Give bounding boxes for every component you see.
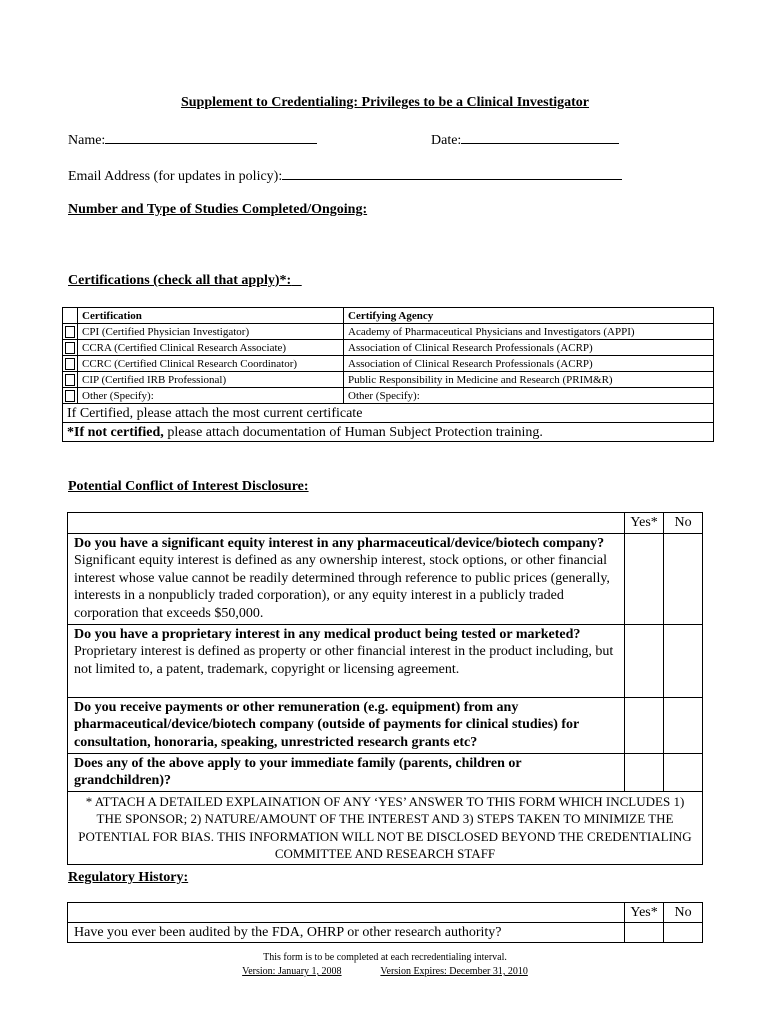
certifications-table (62, 307, 714, 442)
cert-agency: Association of Clinical Research Professionals (ACRP) (344, 340, 714, 356)
coi-header-row (68, 513, 703, 534)
coi-question: Does any of the above apply to your immediate family (parents, children or grandchildren)? (68, 753, 625, 791)
email-label: Email Address (for updates in policy): (68, 169, 283, 184)
cert-agency[interactable]: Other (Specify): (344, 388, 714, 404)
cert-checkbox[interactable] (63, 388, 78, 404)
cert-col-header: Certification (78, 308, 344, 324)
yes-cell[interactable] (625, 533, 664, 624)
date-label: Date: (431, 133, 462, 148)
cert-checkbox[interactable] (63, 356, 78, 372)
cert-row (63, 372, 714, 388)
coi-notice-row (68, 791, 703, 864)
cert-note-row (63, 404, 714, 423)
no-cell[interactable] (664, 624, 703, 697)
footer-expires: Version Expires: December 31, 2010 (380, 966, 528, 977)
coi-question-row (68, 533, 703, 624)
coi-question: Do you have a proprietary interest in any medical product being tested or marketed? Proprietary interest is defined as property or other financial interest in the product including, but not limited to, a patent, trademark, copyright or licensing agreement. (68, 624, 625, 697)
coi-question: Do you receive payments or other remuneration (e.g. equipment) from any pharmaceutical/device/biotech company (outside of payments for clinical studies) for consultation, honoraria, speaking, unrestricted research grants etc? (68, 697, 625, 753)
cert-agency: Association of Clinical Research Professionals (ACRP) (344, 356, 714, 372)
yes-cell[interactable] (625, 753, 664, 791)
regulatory-table (67, 902, 703, 943)
cert-agency: Public Responsibility in Medicine and Research (PRIM&R) (344, 372, 714, 388)
email-blank[interactable] (282, 167, 622, 180)
coi-question: Do you have a significant equity interest in any pharmaceutical/device/biotech company? Significant equity interest is defined as any ownership interest, stock options, or other financial interest whose value cannot be readily determined through reference to public prices (generally, interests in a nonpublicly traded corporation), or any equity interest in a publicly traded corporation that exceeds $50,000. (68, 533, 625, 624)
footer-version: Version: January 1, 2008 (242, 966, 342, 977)
agency-col-header: Certifying Agency (344, 308, 714, 324)
no-cell[interactable] (664, 753, 703, 791)
cert-header-row (63, 308, 714, 324)
cert-note-row (63, 423, 714, 442)
cert-agency: Academy of Pharmaceutical Physicians and Investigators (APPI) (344, 324, 714, 340)
coi-notice: * ATTACH A DETAILED EXPLAINATION OF ANY ‘YES’ ANSWER TO THIS FORM WHICH INCLUDES 1) THE SPONSOR; 2) NATURE/AMOUNT OF THE INTEREST AND 3) STEPS TAKEN TO MINIMIZE THE POTENTIAL FOR BIAS. THIS INFORMATION WILL NOT BE DISCLOSED BEYOND THE CREDENTIALING COMMITTEE AND RESEARCH STAFF (68, 791, 703, 864)
coi-question-row (68, 697, 703, 753)
cert-row (63, 340, 714, 356)
cert-name[interactable]: Other (Specify): (78, 388, 344, 404)
yes-cell[interactable] (625, 923, 664, 943)
checkbox-icon[interactable] (65, 326, 75, 338)
no-header: No (664, 513, 703, 534)
cert-name: CCRA (Certified Clinical Research Associate) (78, 340, 344, 356)
date-field[interactable] (431, 131, 619, 149)
yes-header: Yes* (625, 513, 664, 534)
reg-question-row (68, 923, 703, 943)
date-blank[interactable] (461, 131, 619, 144)
reg-question: Have you ever been audited by the FDA, OHRP or other research authority? (68, 923, 625, 943)
studies-heading: Number and Type of Studies Completed/Ongoing: (68, 202, 368, 217)
reg-header-row (68, 903, 703, 923)
cert-row (63, 356, 714, 372)
coi-heading: Potential Conflict of Interest Disclosure: (68, 479, 309, 494)
yes-cell[interactable] (625, 624, 664, 697)
footer-note: This form is to be completed at each recredentialing interval. (263, 952, 507, 963)
certified-note: If Certified, please attach the most current certificate (63, 404, 714, 423)
name-blank[interactable] (105, 131, 317, 144)
not-certified-note: *If not certified, please attach documentation of Human Subject Protection training. (63, 423, 714, 442)
yes-cell[interactable] (625, 697, 664, 753)
email-field[interactable] (68, 167, 622, 185)
cert-row (63, 324, 714, 340)
coi-question-row (68, 753, 703, 791)
no-header: No (664, 903, 703, 923)
footer-version-line (0, 966, 770, 977)
name-label: Name: (68, 133, 106, 148)
yes-header: Yes* (625, 903, 664, 923)
certifications-heading: Certifications (check all that apply)*: (68, 273, 292, 288)
form-title: Supplement to Credentialing: Privileges to be a Clinical Investigator (180, 95, 590, 110)
cert-checkbox[interactable] (63, 324, 78, 340)
checkbox-icon[interactable] (65, 374, 75, 386)
coi-question-row (68, 624, 703, 697)
coi-table (67, 512, 703, 865)
checkbox-icon[interactable] (65, 390, 75, 402)
no-cell[interactable] (664, 697, 703, 753)
cert-checkbox[interactable] (63, 372, 78, 388)
checkbox-icon[interactable] (65, 358, 75, 370)
cert-checkbox[interactable] (63, 340, 78, 356)
checkbox-icon[interactable] (65, 342, 75, 354)
cert-name: CCRC (Certified Clinical Research Coordinator) (78, 356, 344, 372)
cert-name: CPI (Certified Physician Investigator) (78, 324, 344, 340)
cert-row (63, 388, 714, 404)
name-field[interactable] (68, 131, 317, 149)
cert-name: CIP (Certified IRB Professional) (78, 372, 344, 388)
no-cell[interactable] (664, 533, 703, 624)
regulatory-heading: Regulatory History: (68, 870, 189, 885)
no-cell[interactable] (664, 923, 703, 943)
